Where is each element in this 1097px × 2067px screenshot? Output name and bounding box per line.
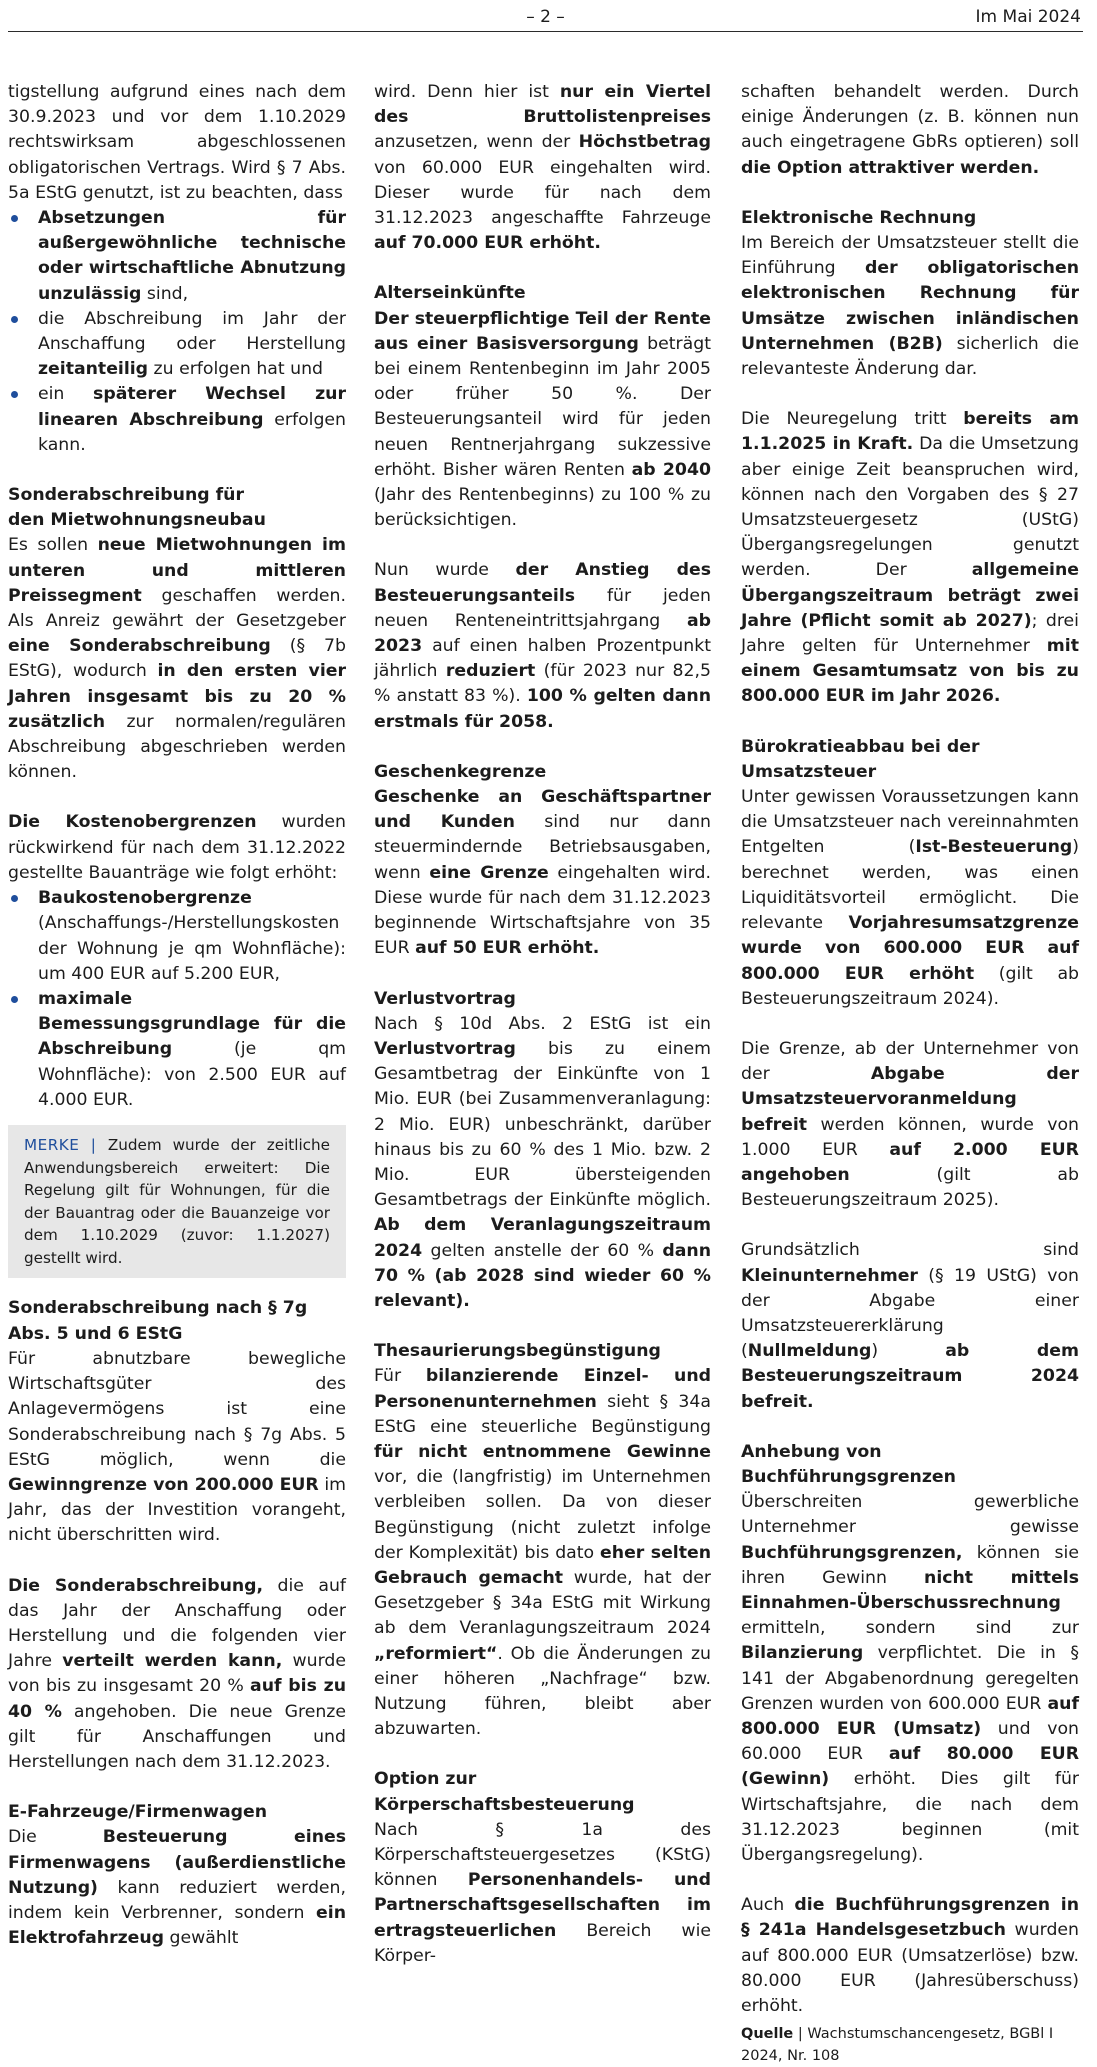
paragraph-sonderabschreibung: Die Sonderabschreibung, die auf das Jahr der Anschaffung oder Herstellung und die folgenden vier Jahre verteilt werden kann, wurde von bis zu insgesamt 20 % auf bis zu 40 % angehoben. Die neue Grenze gilt für Anschaffungen und Herstellungen nach dem 31.12.2023. bbox=[8, 1575, 347, 1772]
paragraph-verlustvortrag: Nach § 10d Abs. 2 EStG ist ein Verlustvortrag bis zu einem Gesamtbetrag der Einkünfte von 1 Mio. EUR (bei Zusammenveranlagung: 2 Mio. EUR) unbeschränkt, darüber hinaus bis zu 60 % des 1 Mio. bzw. 2 Mio. EUR übersteigenden Gesamtbetrags der Einkünfte möglich. Ab dem Veranlagungszeitraum 2024 gelten anstelle der 60 % dann 70 % (ab 2028 sind wieder 60 % relevant). bbox=[374, 1013, 711, 1311]
heading-elektronische-rechnung: Elektronische Rechnung bbox=[741, 207, 977, 228]
column-right bbox=[741, 80, 1079, 2067]
paragraph-besteuerungsanteil: Nun wurde der Anstieg des Besteuerungsanteils für jeden neuen Renteneintrittsjahrgang ab 2023 auf einen halben Prozentpunkt jährlich reduziert (für 2023 nur 82,5 % anstatt 83 %). 100 % gelten dann erstmals für 2058. bbox=[374, 560, 712, 732]
column-left bbox=[8, 80, 346, 1951]
source-text: Wachstumschancengesetz, BGBl I 2024, Nr. 108 bbox=[741, 2026, 1054, 2065]
heading-e-fahrzeuge: E-Fahrzeuge/Firmenwagen bbox=[8, 1802, 268, 1823]
merke-label: MERKE bbox=[24, 1135, 80, 1154]
paragraph-geschenkegrenze: Geschenke an Geschäftspartner und Kunden sind nur dann steuermindernde Betriebsausgaben, wenn eine Grenze eingehalten wird. Diese wurde für nach dem 31.12.2023 beginnende Wirtschaftsjahre von 35 EUR auf 50 EUR erhöht. bbox=[374, 787, 711, 959]
paragraph-kleinunternehmer: Grundsätzlich sind Kleinunternehmer (§ 19 UStG) von der Abgabe einer Umsatzsteuererklärung (Nullmeldung) ab dem Besteuerungszeitraum 2024 befreit. bbox=[741, 1240, 1079, 1412]
heading-option-koerperschaft: Option zur Körperschaftsbesteuerung bbox=[374, 1769, 635, 1815]
paragraph-intro: tigstellung aufgrund eines nach dem 30.9.2023 und vor dem 1.10.2029 rechtswirksam abgeschlossenen obligatorischen Vertrags. Wird § 7 Abs. 5a EStG genutzt, ist zu beachten, dass bbox=[8, 82, 346, 203]
paragraph-kostenobergrenzen: Die Kostenobergrenzen wurden rückwirkend für nach dem 31.12.2022 gestellte Bauanträge wie folgt erhöht: bbox=[8, 812, 346, 883]
list-item: ein späterer Wechsel zur linearen Abschreibung erfolgen kann. bbox=[8, 382, 346, 458]
issue-date: Im Mai 2024 bbox=[975, 7, 1081, 27]
paragraph-alterseinkuenfte: Der steuerpflichtige Teil der Rente aus einer Basisversorgung beträgt bei einem Rentenbeginn im Jahr 2005 oder früher 50 %. Der Besteuerungsanteil wird für jeden neuen Rentnerjahrgang sukzessive erhöht. Bisher wären Renten ab 2040 (Jahr des Rentenbeginns) zu 100 % zu berücksichtigen. bbox=[374, 308, 711, 531]
heading-geschenkegrenze: Geschenkegrenze bbox=[374, 761, 547, 782]
paragraph-neuregelung: Die Neuregelung tritt bereits am 1.1.2025 in Kraft. Da die Umsetzung aber einige Zeit beanspruchen wird, können nach den Vorgaben des § 27 Umsatzsteuergesetz (UStG) Übergangsregelungen genutzt werden. Der allgemeine Übergangszeitraum beträgt zwei Jahre (Pflicht somit ab 2027); drei Jahre gelten für Unternehmer mit einem Gesamtumsatz von bis zu 800.000 EUR im Jahr 2026. bbox=[741, 409, 1079, 707]
list-item: Absetzungen für außergewöhnliche technische oder wirtschaftliche Abnutzung unzulässig sind, bbox=[8, 206, 346, 307]
paragraph-mietwohnungsneubau: Es sollen neue Mietwohnungen im unteren und mittleren Preissegment geschaffen werden. Als Anreiz gewährt der Gesetzgeber eine Sonderabschreibung (§ 7b EStG), wodurch in den ersten vier Jahren insgesamt bis zu 20 % zusätzlich zur normalen/regulären Abschreibung abgeschrieben werden können. bbox=[8, 535, 346, 783]
heading-buerokratieabbau: Bürokratieabbau bei der Umsatzsteuer bbox=[741, 736, 980, 782]
heading-7g: Sonderabschreibung nach § 7g Abs. 5 und 6 EStG bbox=[8, 1298, 308, 1344]
source-note: Quelle | Wachstumschancengesetz, BGBl I 2024, Nr. 108 bbox=[741, 2026, 1054, 2065]
heading-verlustvortrag: Verlustvortrag bbox=[374, 988, 516, 1009]
paragraph-e-fahrzeuge: Die Besteuerung eines Firmenwagens (außerdienstliche Nutzung) kann reduziert werden, indem kein Verbrenner, sondern ein Elektrofahrzeug gewählt bbox=[8, 1827, 347, 1949]
bullet-list-kosten bbox=[8, 886, 346, 1113]
paragraph-thesaurierung: Für bilanzierende Einzel- und Personenunternehmen sieht § 34a EStG eine steuerliche Begünstigung für nicht entnommene Gewinne vor, die (langfristig) im Unternehmen verbleiben sollen. Da von dieser Begünstigung (nicht zuletzt infolge der Komplexität) bis dato eher selten Gebrauch gemacht wurde, hat der Gesetzgeber § 34a EStG mit Wirkung ab dem Veranlagungszeitraum 2024 „reformiert“. Ob die Änderungen zu einer höheren „Nachfrage“ bzw. Nutzung führen, bleibt aber abzuwarten. bbox=[374, 1366, 712, 1740]
paragraph-elektronische-rechnung: Im Bereich der Umsatzsteuer stellt die Einführung der obligatorischen elektronischen Rechnung für Umsätze zwischen inländischen Unternehmen (B2B) sicherlich die relevanteste Änderung dar. bbox=[741, 233, 1080, 380]
paragraph-buerokratieabbau: Unter gewissen Voraussetzungen kann die Umsatzsteuer nach vereinnahmten Entgelten (Ist-Besteuerung) berechnet werden, was einen Liquiditätsvorteil ermöglicht. Die relevante Vorjahresumsatzgrenze wurde von 600.000 EUR auf 800.000 EUR erhöht (gilt ab Besteuerungszeitraum 2024). bbox=[741, 787, 1080, 1009]
paragraph-buchfuehrungsgrenzen: Überschreiten gewerbliche Unternehmer gewisse Buchführungsgrenzen, können sie ihren Gewinn nicht mittels Einnahmen-Überschussrechnung ermitteln, sondern sind zur Bilanzierung verpflichtet. Die in § 141 der Abgabenordnung geregelten Grenzen wurden von 600.000 EUR auf 800.000 EUR (Umsatz) und von 60.000 EUR auf 80.000 EUR (Gewinn) erhöht. Dies gilt für Wirtschaftsjahre, die nach dem 31.12.2023 beginnen (mit Übergangsregelung). bbox=[741, 1492, 1079, 1865]
source-label: Quelle bbox=[741, 2026, 794, 2043]
paragraph-option-koerperschaft: Nach § 1a des Körperschaftsteuergesetzes (KStG) können Personenhandels- und Partnerschaftsgesellschaften im ertragsteuerlichen Bereich wie Körper- bbox=[374, 1819, 711, 1966]
page-number: – 2 – bbox=[526, 7, 565, 27]
page-header bbox=[8, 0, 1083, 32]
paragraph-firmenwagen-cont: wird. Denn hier ist nur ein Viertel des Bruttolistenpreises anzusetzen, wenn der Höchstbetrag von 60.000 EUR eingehalten wird. Dieser wurde für nach dem 31.12.2023 angeschaffte Fahrzeuge auf 70.000 EUR erhöht. bbox=[374, 82, 711, 254]
paragraph-handelsgesetzbuch: Auch die Buchführungsgrenzen in § 241a Handelsgesetzbuch wurden auf 800.000 EUR (Umsatzerlöse) bzw. 80.000 EUR (Jahresüberschuss) erhöht. bbox=[741, 1895, 1079, 2017]
paragraph-7g: Für abnutzbare bewegliche Wirtschaftsgüter des Anlagevermögens ist eine Sonderabschreibung nach § 7g Abs. 5 EStG möglich, wenn die Gewinngrenze von 200.000 EUR im Jahr, das der Investition vorangeht, nicht überschritten wird. bbox=[8, 1348, 346, 1546]
bullet-list-7-5a bbox=[8, 206, 346, 458]
heading-alterseinkuenfte: Alterseinkünfte bbox=[374, 283, 526, 304]
paragraph-option-cont: schaften behandelt werden. Durch einige Änderungen (z. B. können nun auch eingetragene GbRs optieren) soll die Option attraktiver werden. bbox=[741, 82, 1079, 178]
heading-thesaurierung: Thesaurierungsbegünstigung bbox=[374, 1341, 661, 1362]
merke-text: Zudem wurde der zeitliche Anwendungsbereich erweitert: Die Regelung gilt für Wohnungen, für die der Bauantrag oder die Bauanzeige vor dem 1.10.2029 (zuvor: 1.1.2027) gestellt wird. bbox=[24, 1135, 330, 1267]
heading-buchfuehrungsgrenzen: Anhebung von Buchführungsgrenzen bbox=[741, 1441, 956, 1487]
heading-mietwohnungsneubau: Sonderabschreibung für den Mietwohnungsneubau bbox=[8, 485, 266, 531]
paragraph-voranmeldung: Die Grenze, ab der Unternehmer von der Abgabe der Umsatzsteuervoranmeldung befreit werden können, wurde von 1.000 EUR auf 2.000 EUR angehoben (gilt ab Besteuerungszeitraum 2025). bbox=[741, 1038, 1080, 1211]
list-item: Baukostenobergrenze (Anschaffungs-/Herstellungskosten der Wohnung je qm Wohnfläche): um 400 EUR auf 5.200 EUR, bbox=[8, 886, 346, 987]
list-item: die Abschreibung im Jahr der Anschaffung oder Herstellung zeitanteilig zu erfolgen hat und bbox=[8, 307, 346, 383]
list-item: maximale Bemessungsgrundlage für die Abschreibung (je qm Wohnfläche): von 2.500 EUR auf 4.000 EUR. bbox=[8, 987, 346, 1113]
merke-box: MERKE | Zudem wurde der zeitliche Anwendungsbereich erweitert: Die Regelung gilt für Wohnungen, für die der Bauantrag oder die Bauanzeige vor dem 1.10.2029 (zuvor: 1.1.2027) gestellt wird. bbox=[8, 1125, 346, 1279]
